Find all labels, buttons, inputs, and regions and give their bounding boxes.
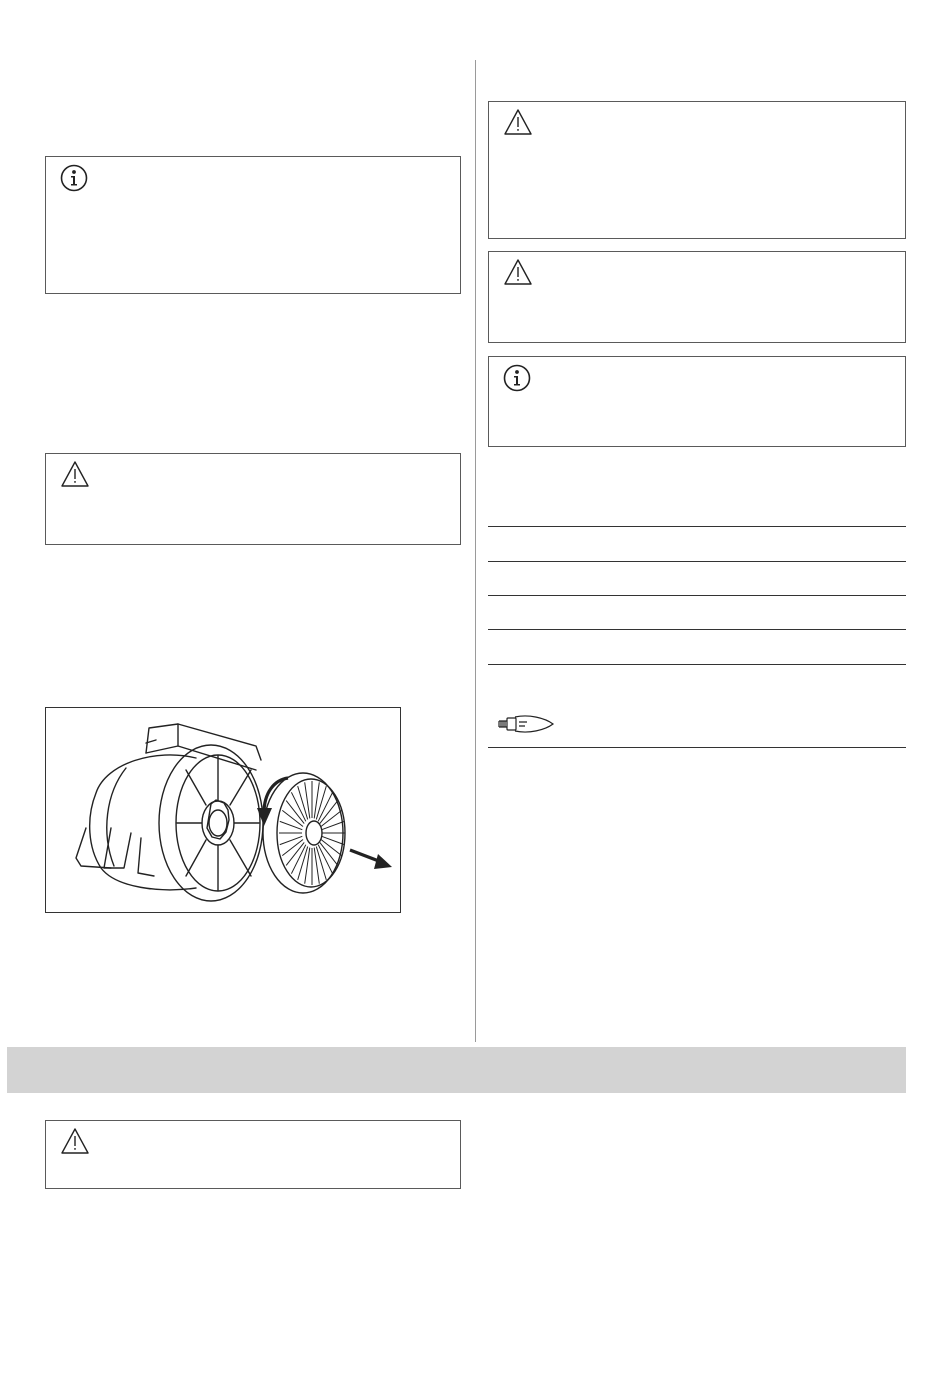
filter-rib <box>322 836 345 844</box>
warning-icon <box>503 108 533 136</box>
fan-motor-carbon-filter-illustration <box>46 708 400 912</box>
warning-icon <box>60 460 90 488</box>
warning-box-bottom <box>45 1120 461 1189</box>
table-rule <box>488 561 906 562</box>
warning-icon <box>60 1127 90 1155</box>
filter-rib <box>280 821 303 829</box>
candle-bulb-icon <box>497 712 555 736</box>
table-rule <box>488 595 906 596</box>
filter-rib <box>322 821 345 829</box>
warning-box-left <box>45 453 461 545</box>
filter-rib <box>280 836 303 844</box>
table-rule <box>488 629 906 630</box>
table-rule <box>488 664 906 665</box>
section-header-band <box>7 1047 906 1093</box>
info-box-right <box>488 356 906 447</box>
table-rule <box>488 526 906 527</box>
warning-box-right-1 <box>488 101 906 239</box>
warning-box-right-2 <box>488 251 906 343</box>
info-icon <box>60 164 88 192</box>
info-box-left <box>45 156 461 294</box>
table-rule <box>488 747 906 748</box>
info-icon <box>503 364 531 392</box>
fan-motor-figure <box>45 707 401 913</box>
column-divider <box>475 60 476 1042</box>
warning-icon <box>503 258 533 286</box>
